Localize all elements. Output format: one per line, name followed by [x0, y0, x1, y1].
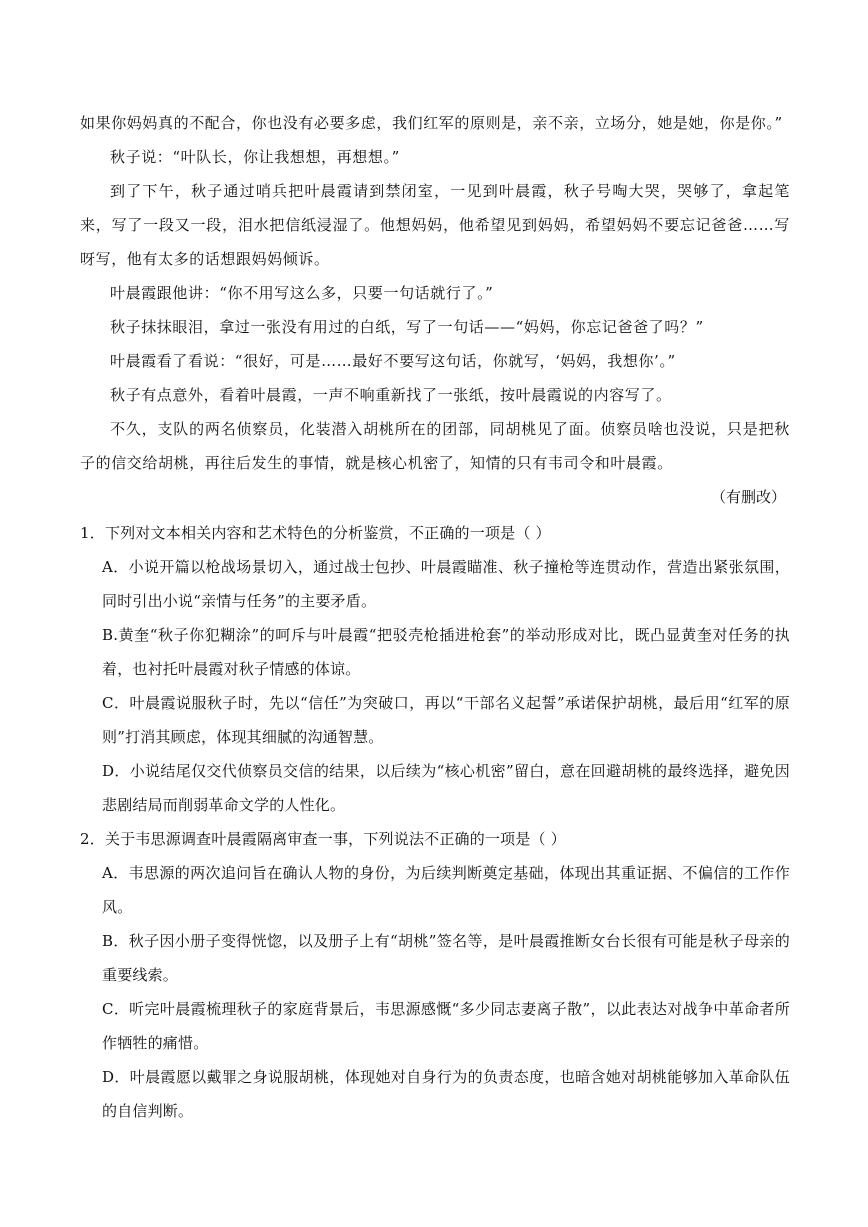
- story-paragraph: 叶晨霞跟他讲：“你不用写这么多，只要一句话就行了。”: [110, 284, 494, 302]
- question-1: [80, 516, 790, 822]
- story-paragraph: 秋子有点意外，看着叶晨霞，一声不响重新找了一张纸，按叶晨霞说的内容写了。: [110, 386, 672, 404]
- option-a: A．韦思源的两次追问旨在确认人物的身份，为后续判断奠定基础，体现出其重证据、不偏信的工作作风。: [102, 864, 790, 916]
- story-paragraph: 秋子说：“叶队长，你让我想想，再想想。”: [110, 148, 400, 166]
- story-excerpt: [80, 106, 790, 480]
- question-stem: 1．下列对文本相关内容和艺术特色的分析鉴赏，不正确的一项是（ ）: [80, 524, 551, 542]
- story-paragraph: 到了下午，秋子通过哨兵把叶晨霞请到禁闭室，一见到叶晨霞，秋子号啕大哭，哭够了，拿起笔来，写了一段又一段，泪水把信纸浸湿了。他想妈妈，他希望见到妈妈，希望妈妈不要忘记爸爸……写呀写，他有太多的话想跟妈妈倾诉。: [80, 182, 790, 268]
- story-paragraph: 秋子抹抹眼泪，拿过一张没有用过的白纸，写了一句话——“妈妈，你忘记爸爸了吗？”: [110, 318, 704, 336]
- option-a: A．小说开篇以枪战场景切入，通过战士包抄、叶晨霞瞄准、秋子撞枪等连贯动作，营造出紧张氛围，同时引出小说“亲情与任务”的主要矛盾。: [102, 558, 790, 610]
- story-paragraph: 不久，支队的两名侦察员，化装潜入胡桃所在的团部，同胡桃见了面。侦察员啥也没说，只是把秋子的信交给胡桃，再往后发生的事情，就是核心机密了，知情的只有韦司令和叶晨霞。: [80, 420, 790, 472]
- question-stem: 2．关于韦思源调查叶晨霞隔离审查一事，下列说法不正确的一项是（ ）: [80, 830, 566, 848]
- page-content: [80, 106, 790, 1128]
- source-note: （有删改）: [710, 488, 786, 506]
- option-c: C．听完叶晨霞梳理秋子的家庭背景后，韦思源感慨“多少同志妻离子散”，以此表达对战争中革命者所作牺牲的痛惜。: [102, 1000, 790, 1052]
- option-d: D．叶晨霞愿以戴罪之身说服胡桃，体现她对自身行为的负责态度，也暗含她对胡桃能够加入革命队伍的自信判断。: [102, 1068, 790, 1120]
- question-2: [80, 822, 790, 1128]
- option-b: B.黄奎“秋子你犯糊涂”的呵斥与叶晨霞“把驳壳枪插进枪套”的举动形成对比，既凸显黄奎对任务的执着，也衬托叶晨霞对秋子情感的体谅。: [102, 626, 790, 678]
- option-d: D．小说结尾仅交代侦察员交信的结果，以后续为“核心机密”留白，意在回避胡桃的最终选择，避免因悲剧结局而削弱革命文学的人性化。: [102, 762, 790, 814]
- option-c: C．叶晨霞说服秋子时，先以“信任”为突破口，再以“干部名义起誓”承诺保护胡桃，最后用“红军的原则”打消其顾虑，体现其细腻的沟通智慧。: [102, 694, 790, 746]
- story-paragraph: 叶晨霞看了看说：“很好，可是……最好不要写这句话，你就写，‘妈妈，我想你’。”: [110, 352, 676, 370]
- question-list: [80, 516, 790, 1128]
- story-paragraph: 如果你妈妈真的不配合，你也没有必要多虑，我们红军的原则是，亲不亲，立场分，她是她，你是你。”: [80, 114, 783, 132]
- option-b: B．秋子因小册子变得恍惚，以及册子上有“胡桃”签名等，是叶晨霞推断女台长很有可能是秋子母亲的重要线索。: [102, 932, 790, 984]
